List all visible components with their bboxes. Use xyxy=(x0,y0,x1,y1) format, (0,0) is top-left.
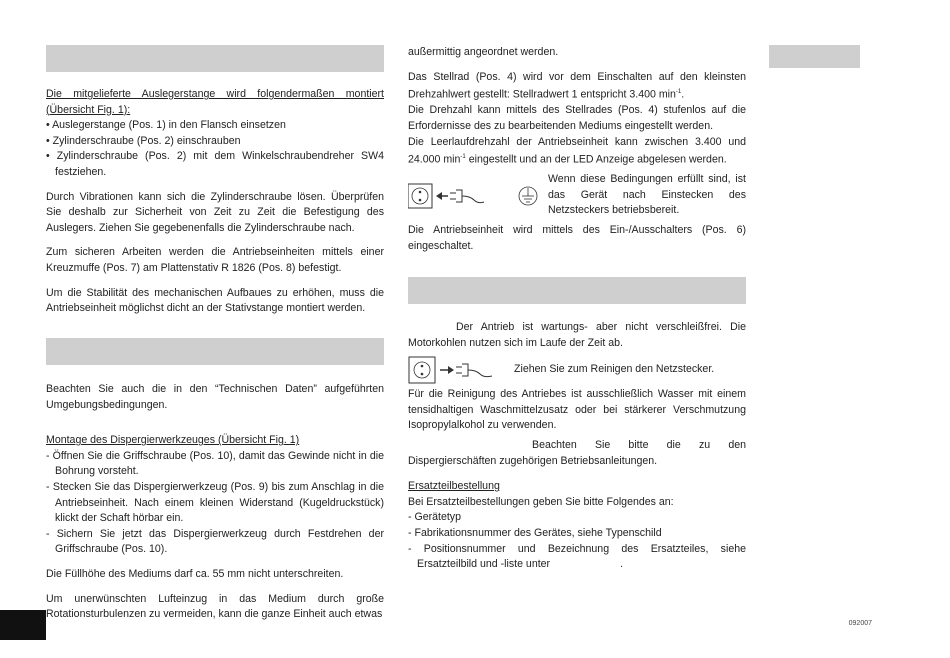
unplug-icon xyxy=(408,355,508,385)
fill-text: Die Füllhöhe des Mediums darf ca. 55 mm nicht unterschreiten. xyxy=(46,567,344,580)
list-item: • Zylinderschraube (Pos. 2) mit dem Winkelschraubendreher SW4 festziehen. xyxy=(46,150,384,178)
unplug-text: Ziehen Sie zum Reinigen den Netzstecker. xyxy=(514,363,715,376)
middle-column-lower xyxy=(408,320,746,573)
section-header-bar xyxy=(769,45,860,68)
environment-text: Beachten Sie auch die in den “Technischen Daten” aufgeführten Umgebungsbedingungen. xyxy=(46,383,384,411)
document-code: 092007 xyxy=(848,620,872,627)
plug-symbols-row xyxy=(408,172,746,219)
section-header-bar xyxy=(46,45,384,72)
list-item: - Fabrikationsnummer des Gerätes, siehe Typenschild xyxy=(408,526,662,539)
list-item: - Gerätetyp xyxy=(408,511,461,524)
speed-text: Die Drehzahl kann mittels des Stellrades (Pos. 4) stufenlos auf die Erfordernisse des zu bearbeitenden Mediums eingestellt werden. xyxy=(408,104,746,132)
section-header-bar xyxy=(46,338,384,365)
assembly-intro: Die mitgelieferte Auslegerstange wird folgendermaßen montiert (Übersicht Fig. 1): xyxy=(46,88,384,116)
spare-intro: Bei Ersatzteilbestellungen geben Sie bitte Folgendes an: xyxy=(408,495,674,508)
maintenance-text: Der Antrieb ist wartungs- aber nicht verschleißfrei. Die Motorkohlen nutzen sich im Laufe der Zeit ab. xyxy=(408,321,746,349)
list-item: - Stecken Sie das Dispergierwerkzeug (Pos. 9) bis zum Anschlag in die Antriebseinheit. Nach einem kleinen Widerstand (Kugeldruckstück) klickt der Schaft hörbar ein. xyxy=(46,480,384,525)
page-marker-block xyxy=(0,610,46,640)
list-item: - Positionsnummer und Bezeichnung des Ersatzteiles, siehe Ersatzteilbild und -liste unter . xyxy=(408,542,746,571)
safe-work-text: Zum sicheren Arbeiten werden die Antriebseinheiten mittels einer Kreuzmuffe (Pos. 7) am Plattenstativ R 1826 (Pos. 8) befestigt. xyxy=(46,246,384,274)
list-item: - Öffnen Sie die Griffschraube (Pos. 10), damit das Gewinde nicht in die Bohrung vorsteht. xyxy=(46,449,384,478)
spare-title: Ersatzteilbestellung xyxy=(408,480,500,493)
cleaning-text: Für die Reinigung des Antriebes ist ausschließlich Wasser mit einem tensidhaltigen Waschmittelzusatz oder bei stärkerer Verschmutzung Isopropylalkohol zu verwenden. xyxy=(408,388,746,432)
continuation-text: außermittig angeordnet werden. xyxy=(408,46,559,58)
middle-column xyxy=(408,45,746,254)
section-header-bar xyxy=(408,277,746,304)
socket-plug-ground-icon xyxy=(408,172,548,216)
plug-icon-group xyxy=(408,172,548,216)
left-column xyxy=(46,87,384,317)
list-item: • Auslegerstange (Pos. 1) in den Flansch einsetzen xyxy=(46,119,286,132)
conditions-text: Wenn diese Bedingungen erfüllt sind, ist das Gerät nach Einstecken des Netzsteckers betriebsbereit. xyxy=(548,173,746,217)
stability-text: Um die Stabilität des mechanischen Aufbaues zu erhöhen, muss die Antriebseinheit möglichst dicht an der Stativstange montiert werden. xyxy=(46,286,384,315)
manuals-text: Beachten Sie bitte die zu den Dispergierschäften zugehörigen Betriebsanleitungen. xyxy=(408,438,746,467)
list-item: - Sichern Sie jetzt das Dispergierwerkzeug durch Festdrehen der Griffschraube (Pos. 10). xyxy=(46,527,384,556)
vibration-text: Durch Vibrationen kann sich die Zylinderschraube lösen. Überprüfen Sie deshalb zur Sicherheit von Zeit zu Zeit die Befestigung des Auslegers. Ziehen Sie gegebenenfalls die Zylinderschraube nach. xyxy=(46,190,384,234)
left-column-lower xyxy=(46,382,384,623)
montage-title: Montage des Dispergierwerkzeuges (Übersicht Fig. 1) xyxy=(46,434,300,447)
stellrad-text: Das Stellrad (Pos. 4) wird vor dem Einschalten auf den kleinsten Drehzahlwert gestellt: Stellradwert 1 entspricht 3.400 $\min^{-1}$. xyxy=(408,70,746,101)
air-text: Um unerwünschten Lufteinzug in das Medium durch große Rotationsturbulenzen zu vermeiden, kann die ganze Einheit auch etwas xyxy=(46,592,384,621)
list-item: • Zylinderschraube (Pos. 2) einschrauben xyxy=(46,134,241,147)
idle-text: Die Leerlaufdrehzahl der Antriebseinheit kann zwischen 3.400 und 24.000 $\min^{-1}$ eingestellt und an der LED Anzeige abgelesen werden. xyxy=(408,135,746,166)
unplug-row xyxy=(408,355,746,385)
switch-text: Die Antriebseinheit wird mittels des Ein-/Ausschalters (Pos. 6) eingeschaltet. xyxy=(408,224,746,252)
